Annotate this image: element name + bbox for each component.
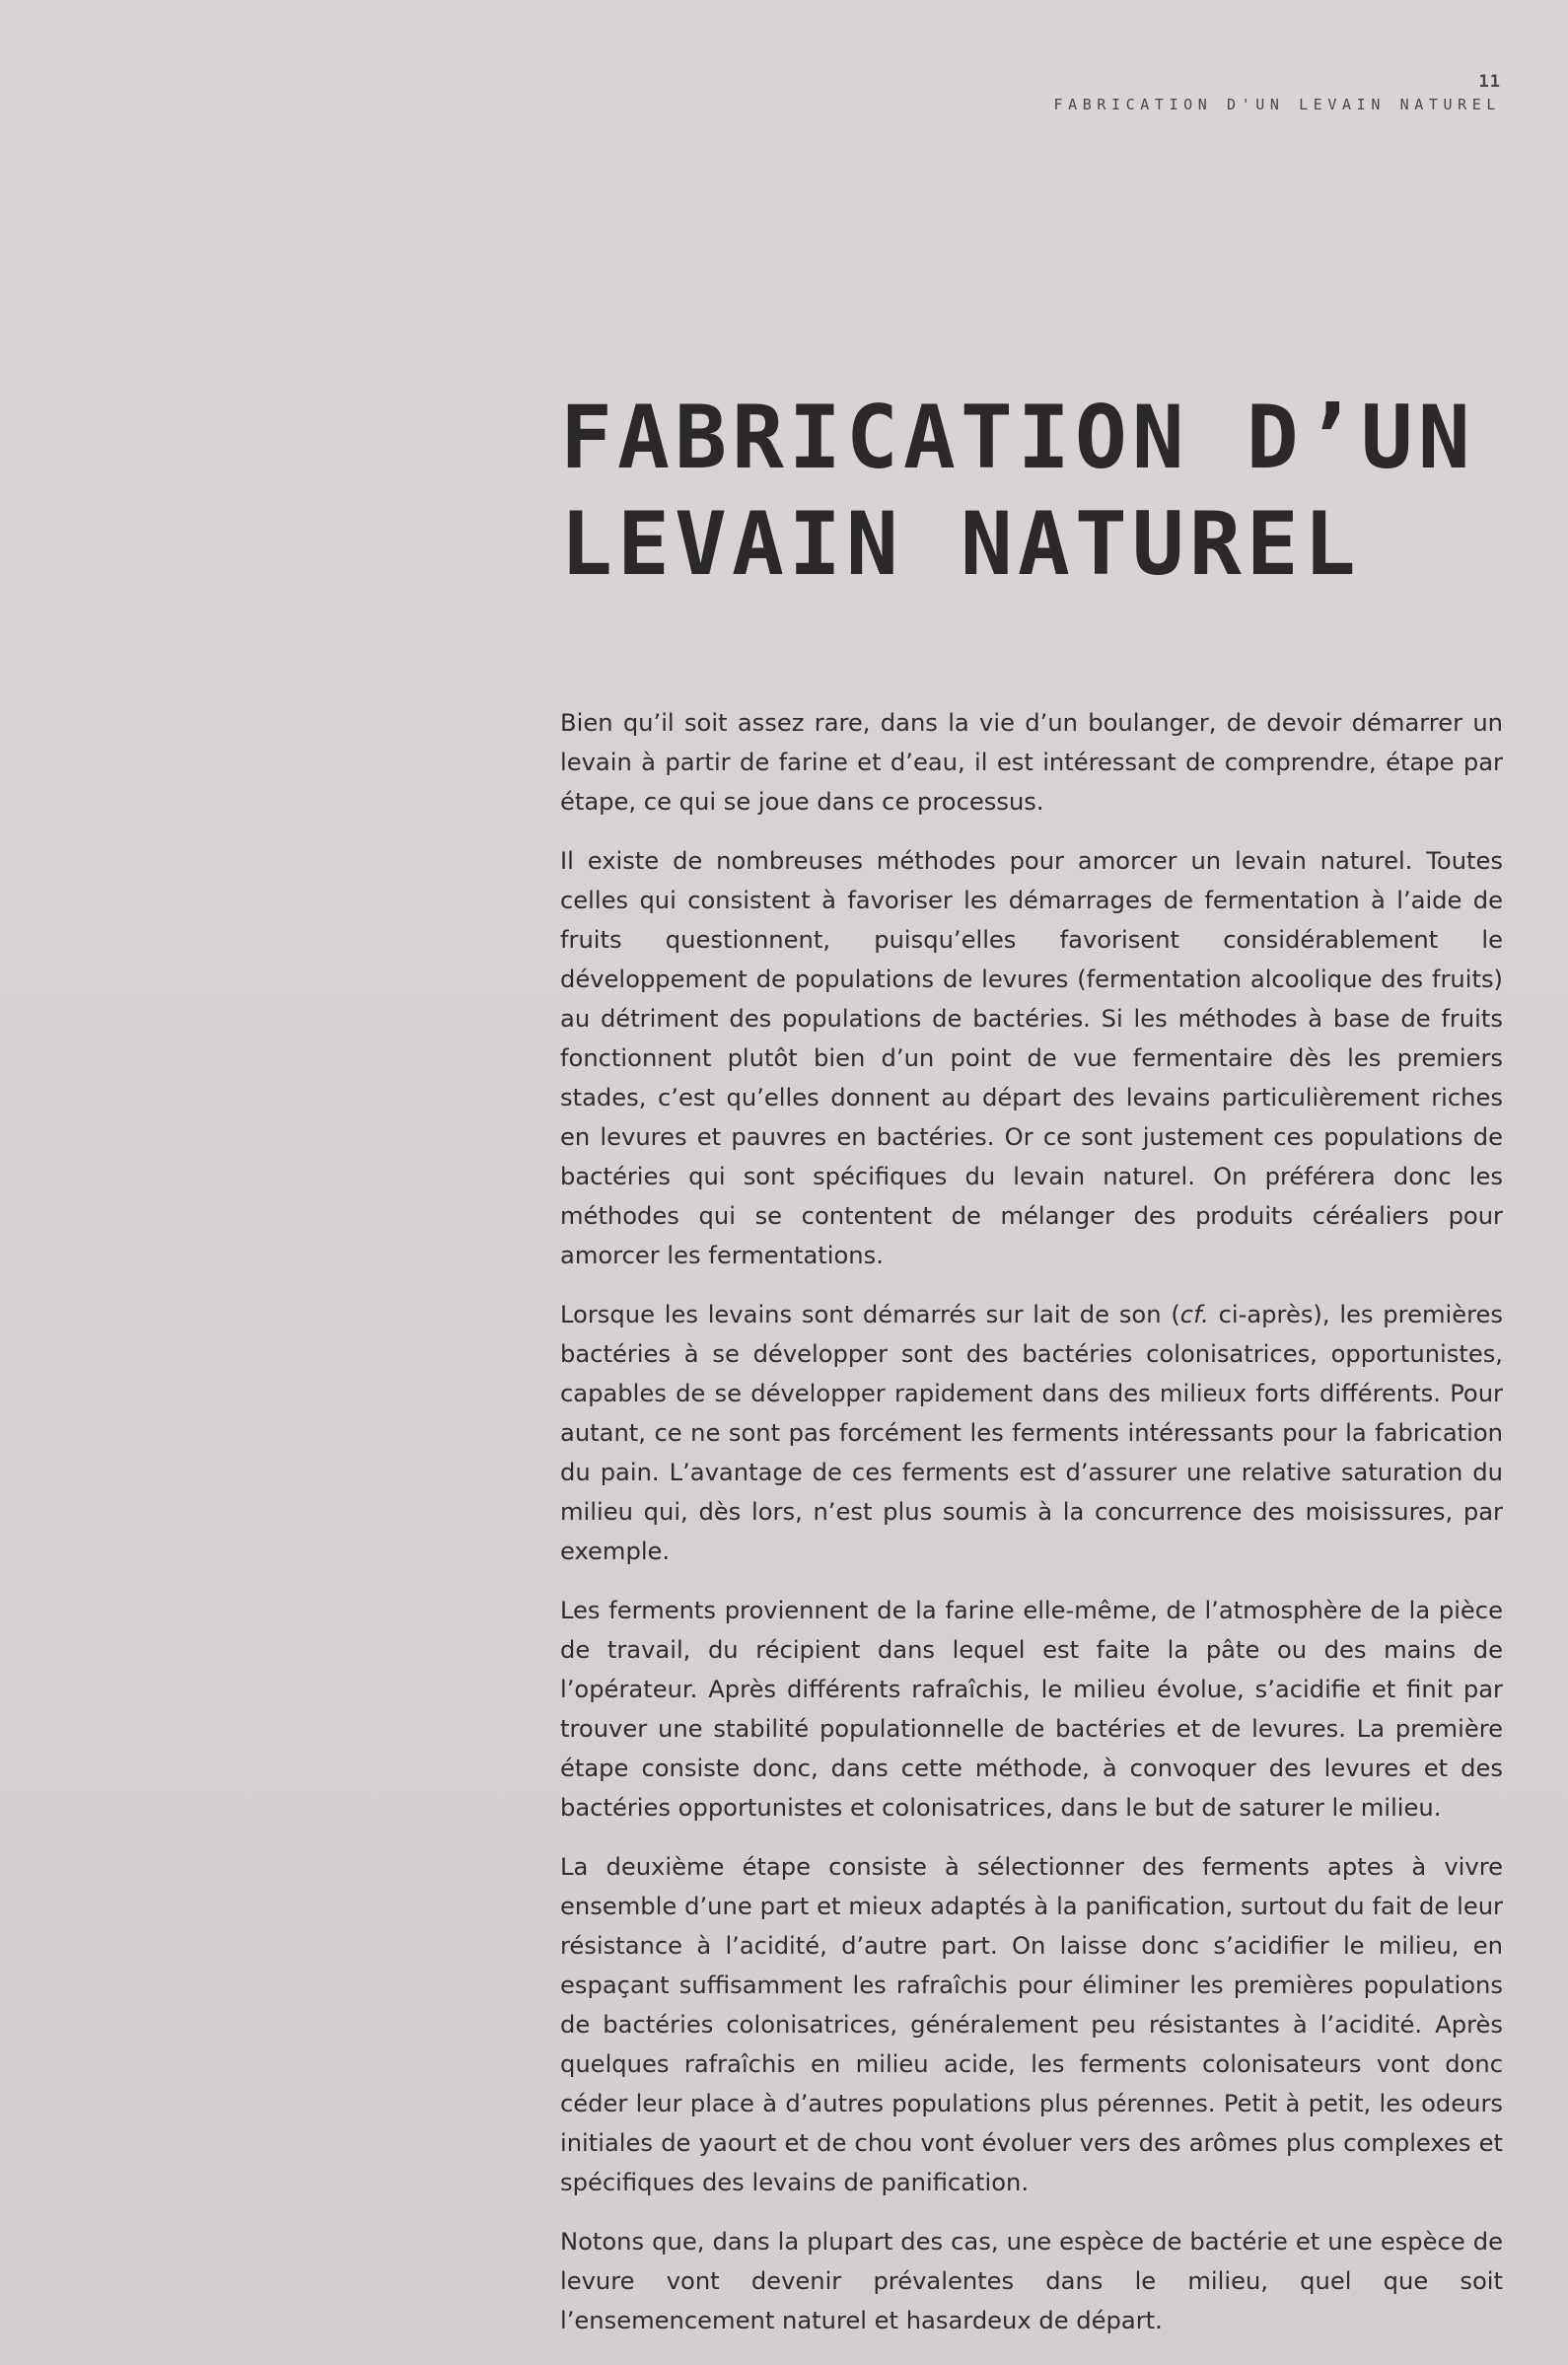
page-number: 11 [1478, 72, 1501, 92]
running-header [1053, 71, 1501, 114]
paragraph-1: Bien qu’il soit assez rare, dans la vie d’un boulanger, de devoir démarrer un levain à partir de farine et d’eau, il est intéressant de comprendre, étape par étape, ce qui se joue dans ce processus. [560, 709, 1503, 816]
paragraph-3-end: ci-après), les premières bactéries à se développer sont des bactéries colonisatrices, opportunistes, capables de se développer rapidement dans des milieux forts différents. Pour autant, ce ne sont pas forcément les ferments intéressants pour la fabrication du pain. L’avantage de ces ferments est d’assurer une relative saturation du milieu qui, dès lors, n’est plus soumis à la concurrence des moisissures, par exemple. [560, 1301, 1504, 1565]
paragraph-2: Il existe de nombreuses méthodes pour amorcer un levain naturel. Toutes celles qui consistent à favoriser les démarrages de fermentation à l’aide de fruits questionnent, puisqu’elles favorisent considérablement le développement de populations de levures (fermentation alcoolique des fruits) au détriment des populations de bactéries. Si les méthodes à base de fruits fonctionnent plutôt bien d’un point de vue fermentaire dès les premiers stades, c’est qu’elles donnent au départ des levains particulièrement riches en levures et pauvres en bactéries. Or ce sont justement ces populations de bactéries qui sont spécifiques du levain naturel. On préférera donc les méthodes qui se contentent de mélanger des produits céréaliers pour amorcer les fermentations. [560, 847, 1503, 1269]
running-title: FABRICATION D'UN LEVAIN NATUREL [1053, 96, 1501, 113]
paragraph-5: La deuxième étape consiste à sélectionner des ferments aptes à vivre ensemble d’une part et mieux adaptés à la panification, surtout du fait de leur résistance à l’acidité, d’autre part. On laisse donc s’acidifier le milieu, en espaçant suffisamment les rafraîchis pour éliminer les premières populations de bactéries colonisatrices, généralement peu résistantes à l’acidité. Après quelques rafraîchis en milieu acide, les ferments colonisateurs vont donc céder leur place à d’autres populations plus pérennes. Petit à petit, les odeurs initiales de yaourt et de chou vont évoluer vers des arômes plus complexes et spécifiques des levains de panification. [560, 1853, 1503, 2196]
chapter-title-line-2: LEVAIN NATUREL [560, 493, 1361, 595]
body-text [560, 703, 1503, 2360]
paragraph-6: Notons que, dans la plupart des cas, une espèce de bactérie et une espèce de levure vont devenir prévalentes dans le milieu, quel que soit l’ensemencement naturel et hasardeux de départ. [560, 2228, 1503, 2334]
chapter-title [560, 385, 1507, 598]
paragraph-3-start: Lorsque les levains sont démarrés sur lait de son ( [560, 1301, 1180, 1328]
paragraph-3 [560, 1295, 1503, 1571]
paragraph-3-italic-cf: cf. [1179, 1301, 1209, 1328]
chapter-title-line-1: FABRICATION D’UN [560, 387, 1475, 488]
paragraph-4: Les ferments proviennent de la farine elle-même, de l’atmosphère de la pièce de travail, du récipient dans lequel est faite la pâte ou des mains de l’opérateur. Après différents rafraîchis, le milieu évolue, s’acidifie et finit par trouver une stabilité populationnelle de bactéries et de levures. La première étape consiste donc, dans cette méthode, à convoquer des levures et des bactéries opportunistes et colonisatrices, dans le but de saturer le milieu. [560, 1597, 1503, 1822]
